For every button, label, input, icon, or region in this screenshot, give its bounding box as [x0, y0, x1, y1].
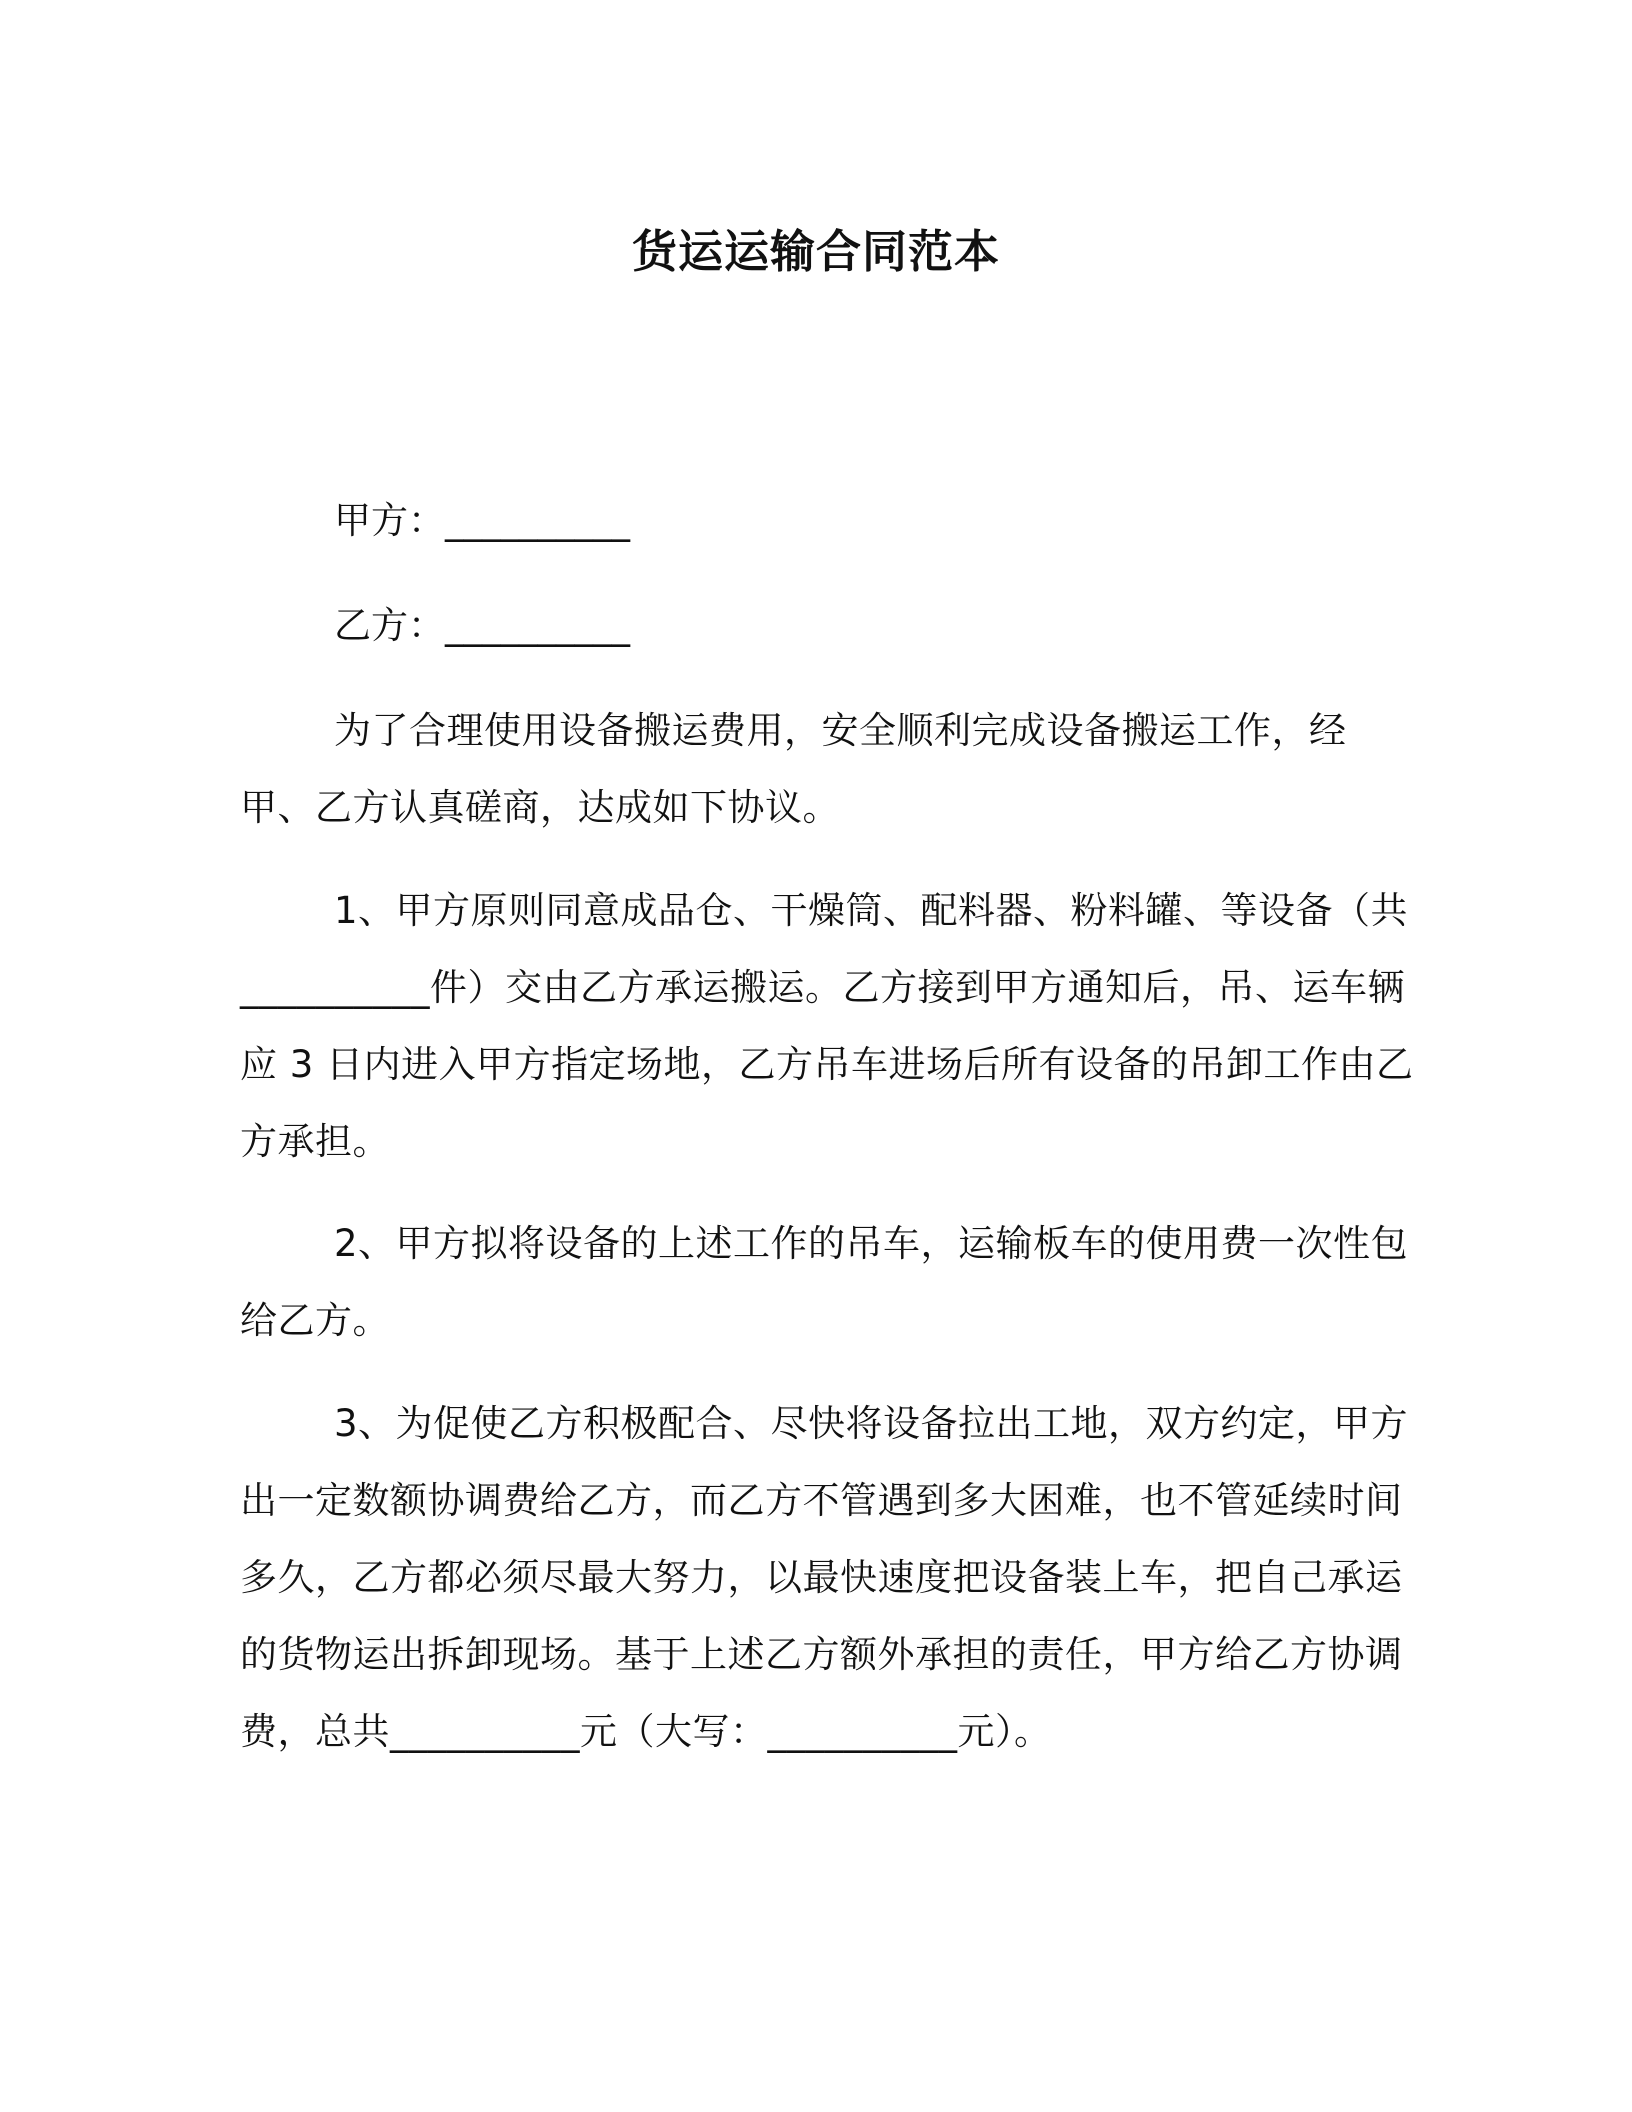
clause-1-paragraph: 1、甲方原则同意成品仓、干燥筒、配料器、粉料罐、等设备（共__________件）交由乙方承运搬运。乙方接到甲方通知后，吊、运车辆应 3 日内进入甲方指定场地，乙方吊车进场后所有设备的吊卸工作由乙方承担。	[240, 889, 1414, 1163]
document-title: 货运运输合同范本	[631, 225, 1000, 278]
intro-paragraph: 为了合理使用设备搬运费用，安全顺利完成设备搬运工作，经甲、乙方认真磋商，达成如下协议。	[240, 709, 1347, 829]
clause-2-paragraph: 2、甲方拟将设备的上述工作的吊车，运输板车的使用费一次性包给乙方。	[240, 1222, 1409, 1342]
clause-3-paragraph: 3、为促使乙方积极配合、尽快将设备拉出工地，双方约定，甲方出一定数额协调费给乙方，而乙方不管遇到多大困难，也不管延续时间多久，乙方都必须尽最大努力，以最快速度把设备装上车，把自己承运的货物运出拆卸现场。基于上述乙方额外承担的责任，甲方给乙方协调费，总共__________元（大写：__________元）。	[240, 1402, 1409, 1753]
party-b-line: 乙方：__________	[334, 604, 630, 647]
party-a-line: 甲方：__________	[334, 499, 630, 542]
